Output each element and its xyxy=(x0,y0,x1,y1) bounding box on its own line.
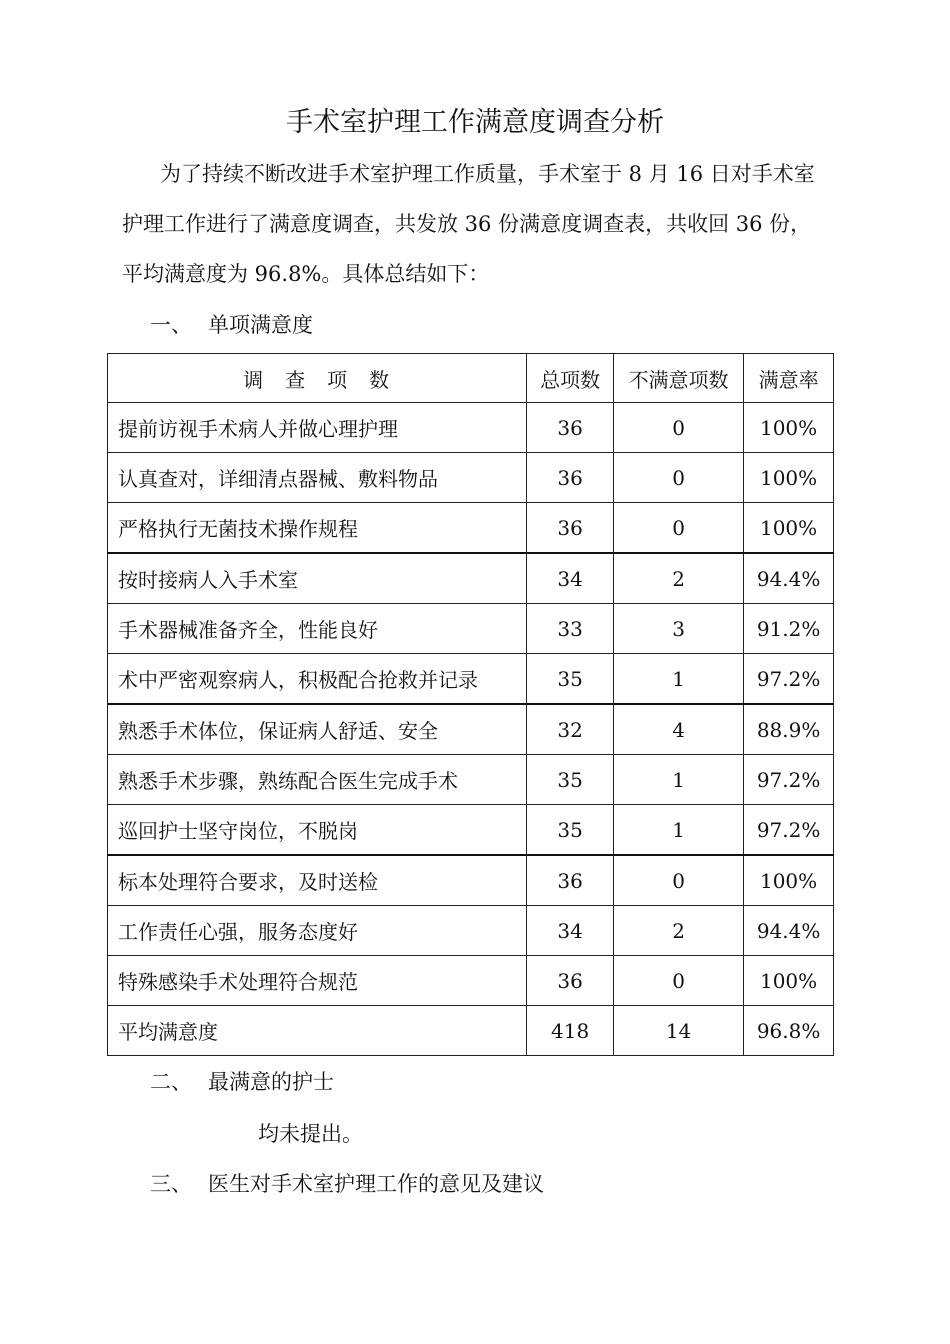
cell-rate: 97.2% xyxy=(744,805,834,856)
cell-item: 工作责任心强，服务态度好 xyxy=(108,906,527,956)
cell-rate: 100% xyxy=(744,956,834,1006)
cell-unsatisfied: 3 xyxy=(613,604,743,654)
cell-item: 术中严密观察病人，积极配合抢救并记录 xyxy=(108,654,527,705)
section-2-title: 最满意的护士 xyxy=(208,1070,334,1094)
cell-item: 按时接病人入手术室 xyxy=(108,553,527,604)
cell-unsatisfied: 0 xyxy=(613,453,743,503)
table-header-row xyxy=(108,354,834,403)
cell-total: 35 xyxy=(527,654,614,705)
cell-rate: 88.9% xyxy=(744,704,834,755)
table-row xyxy=(108,503,834,554)
cell-total: 34 xyxy=(527,553,614,604)
intro-line-3: 平均满意度为 96.8%。具体总结如下： xyxy=(122,262,490,286)
cell-total: 36 xyxy=(527,956,614,1006)
cell-unsatisfied: 2 xyxy=(613,906,743,956)
header-item: 调查项数 xyxy=(108,354,527,403)
cell-rate: 96.8% xyxy=(744,1006,834,1056)
table-row xyxy=(108,855,834,906)
cell-rate: 100% xyxy=(744,503,834,554)
cell-unsatisfied: 2 xyxy=(613,553,743,604)
table-row xyxy=(108,654,834,705)
cell-item: 手术器械准备齐全，性能良好 xyxy=(108,604,527,654)
section-2-number: 二、 xyxy=(150,1070,192,1094)
cell-total: 32 xyxy=(527,704,614,755)
cell-unsatisfied: 1 xyxy=(613,654,743,705)
section-2-note: 均未提出。 xyxy=(258,1122,363,1146)
cell-item: 认真查对，详细清点器械、敷料物品 xyxy=(108,453,527,503)
cell-item: 特殊感染手术处理符合规范 xyxy=(108,956,527,1006)
cell-unsatisfied: 0 xyxy=(613,855,743,906)
cell-item: 平均满意度 xyxy=(108,1006,527,1056)
cell-item: 熟悉手术体位，保证病人舒适、安全 xyxy=(108,704,527,755)
satisfaction-table xyxy=(107,353,834,1056)
cell-rate: 97.2% xyxy=(744,654,834,705)
cell-total: 36 xyxy=(527,453,614,503)
section-2-heading xyxy=(150,1068,334,1096)
cell-rate: 100% xyxy=(744,453,834,503)
section-3-number: 三、 xyxy=(150,1172,192,1196)
cell-unsatisfied: 14 xyxy=(613,1006,743,1056)
cell-total: 36 xyxy=(527,855,614,906)
cell-unsatisfied: 4 xyxy=(613,704,743,755)
table-row-average xyxy=(108,1006,834,1056)
cell-total: 33 xyxy=(527,604,614,654)
table-row xyxy=(108,704,834,755)
header-unsatisfied: 不满意项数 xyxy=(613,354,743,403)
cell-total: 35 xyxy=(527,755,614,805)
cell-total: 35 xyxy=(527,805,614,856)
intro-line-2: 护理工作进行了满意度调查，共发放 36 份满意度调查表，共收回 36 份， xyxy=(122,212,812,236)
table-row xyxy=(108,553,834,604)
cell-total: 36 xyxy=(527,503,614,554)
header-rate: 满意率 xyxy=(744,354,834,403)
table-row xyxy=(108,906,834,956)
cell-unsatisfied: 1 xyxy=(613,805,743,856)
cell-total: 36 xyxy=(527,403,614,453)
cell-item: 标本处理符合要求，及时送检 xyxy=(108,855,527,906)
cell-total: 418 xyxy=(527,1006,614,1056)
cell-item: 严格执行无菌技术操作规程 xyxy=(108,503,527,554)
table-row xyxy=(108,604,834,654)
cell-unsatisfied: 0 xyxy=(613,956,743,1006)
table-row xyxy=(108,956,834,1006)
cell-rate: 100% xyxy=(744,855,834,906)
table-row xyxy=(108,453,834,503)
cell-item: 熟悉手术步骤，熟练配合医生完成手术 xyxy=(108,755,527,805)
cell-item: 巡回护士坚守岗位，不脱岗 xyxy=(108,805,527,856)
section-3-title: 医生对手术室护理工作的意见及建议 xyxy=(208,1172,544,1196)
cell-rate: 91.2% xyxy=(744,604,834,654)
cell-rate: 100% xyxy=(744,403,834,453)
cell-rate: 94.4% xyxy=(744,906,834,956)
table-row xyxy=(108,755,834,805)
header-total: 总项数 xyxy=(527,354,614,403)
section-1-heading xyxy=(150,311,313,339)
section-1-number: 一、 xyxy=(150,313,192,337)
cell-unsatisfied: 0 xyxy=(613,503,743,554)
section-3-heading xyxy=(150,1170,544,1198)
cell-unsatisfied: 0 xyxy=(613,403,743,453)
table-row xyxy=(108,805,834,856)
intro-line-1: 为了持续不断改进手术室护理工作质量，手术室于 8 月 16 日对手术室 xyxy=(160,162,815,186)
cell-rate: 94.4% xyxy=(744,553,834,604)
section-1-title: 单项满意度 xyxy=(208,313,313,337)
cell-total: 34 xyxy=(527,906,614,956)
page-title: 手术室护理工作满意度调查分析 xyxy=(286,107,664,138)
table-row xyxy=(108,403,834,453)
cell-unsatisfied: 1 xyxy=(613,755,743,805)
cell-item: 提前访视手术病人并做心理护理 xyxy=(108,403,527,453)
cell-rate: 97.2% xyxy=(744,755,834,805)
